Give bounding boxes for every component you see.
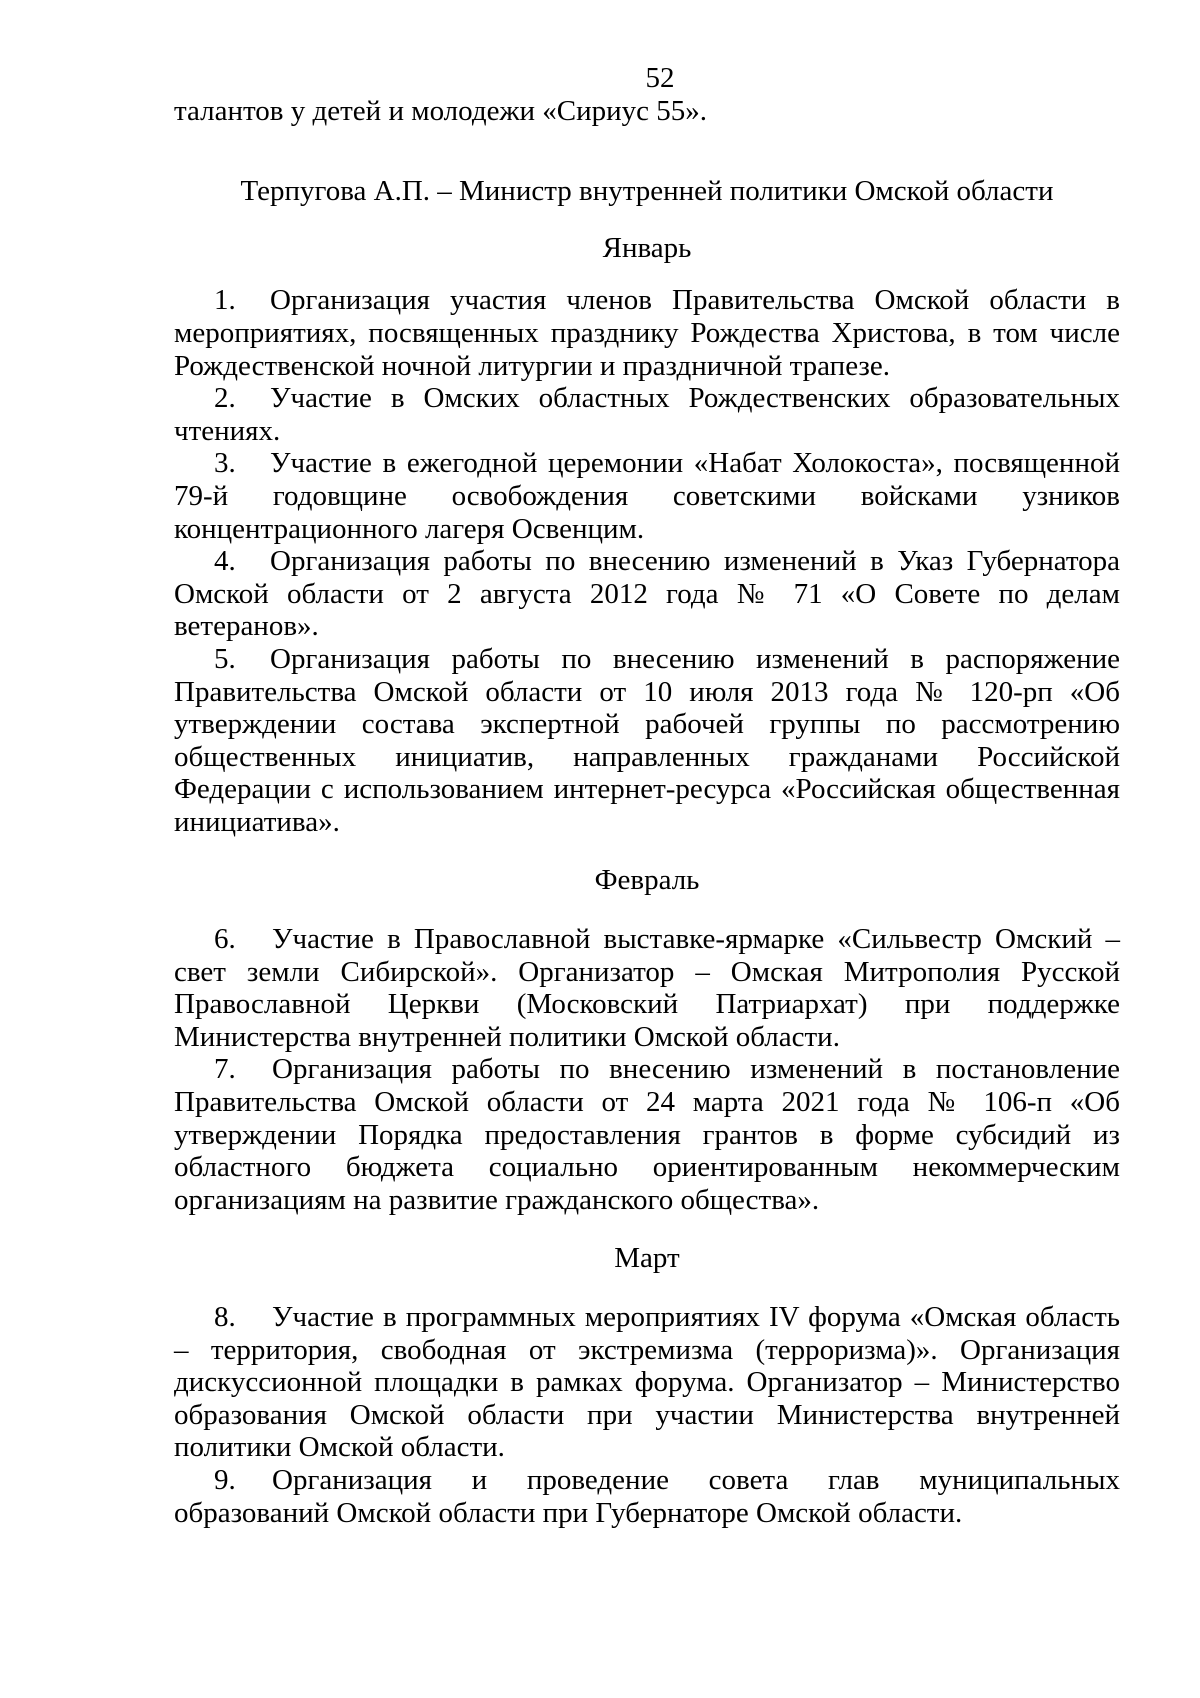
item-number: 4. bbox=[214, 545, 236, 578]
continuation-text: талантов у детей и молодежи «Сириус 55». bbox=[174, 94, 708, 127]
item-number: 6. bbox=[214, 923, 236, 956]
item-text: Организация участия членов Правительства Омской области в мероприятиях, посвященных празднику Рождества Христова, в том числе Рождественской ночной литургии и праздничной трапезе. bbox=[174, 284, 1120, 382]
item-text: Организация работы по внесению изменений в Указ Губернатора Омской области от 2 августа 2012 года № 71 «О Совете по делам ветеранов». bbox=[174, 545, 1120, 643]
list-item bbox=[174, 545, 1120, 643]
item-number: 5. bbox=[214, 642, 236, 675]
item-text: Участие в ежегодной церемонии «Набат Холокоста», посвященной 79-й годовщине освобождения советскими войсками узников концентрационного лагеря Освенцим. bbox=[174, 447, 1120, 545]
list-item bbox=[174, 1301, 1120, 1464]
list-item bbox=[174, 1053, 1120, 1216]
list-item bbox=[174, 284, 1120, 382]
item-text: Организация и проведение совета глав муниципальных образований Омской области при Губернаторе Омской области. bbox=[174, 1463, 1120, 1529]
list-item bbox=[174, 1464, 1120, 1529]
list-item bbox=[174, 447, 1120, 545]
item-number: 2. bbox=[214, 382, 236, 415]
month-heading-february: Февраль bbox=[594, 864, 700, 897]
month-heading-january: Январь bbox=[602, 231, 692, 264]
item-text: Организация работы по внесению изменений в постановление Правительства Омской области от 24 марта 2021 года № 106-п «Об утверждении Порядка предоставления грантов в форме субсидий из областного бюджета социально ориентированным некоммерческим организациям на развитие гражданского общества». bbox=[174, 1053, 1120, 1216]
item-number: 1. bbox=[214, 284, 236, 317]
document-page bbox=[174, 62, 1120, 1529]
item-number: 7. bbox=[214, 1053, 236, 1086]
item-text: Участие в Омских областных Рождественских образовательных чтениях. bbox=[174, 382, 1120, 447]
item-number: 3. bbox=[214, 447, 236, 480]
item-number: 8. bbox=[214, 1301, 236, 1333]
page-number: 52 bbox=[645, 62, 675, 94]
list-item bbox=[174, 923, 1120, 1053]
item-text: Участие в Православной выставке-ярмарке «Сильвестр Омский – свет земли Сибирской». Организатор – Омская Митрополия Русской Православной Церкви (Московский Патриархат) при поддержке Министерства внутренней политики Омской области. bbox=[174, 923, 1120, 1053]
item-text: Организация работы по внесению изменений в распоряжение Правительства Омской области от 10 июля 2013 года № 120-рп «Об утверждении состава экспертной рабочей группы по рассмотрению общественных инициатив, направленных гражданами Российской Федерации с использованием интернет-ресурса «Российская общественная инициатива». bbox=[174, 642, 1120, 838]
month-heading-march: Март bbox=[614, 1242, 680, 1275]
item-number: 9. bbox=[214, 1463, 236, 1496]
item-text: Участие в программных мероприятиях IV форума «Омская область – территория, свободная от экстремизма (терроризма)». Организация дискуссионной площадки в рамках форума. Организатор – Министерство образования Омской области при участии Министерства внутренней политики Омской области. bbox=[174, 1301, 1120, 1464]
official-heading: Терпугова А.П. – Министр внутренней политики Омской области bbox=[240, 175, 1054, 208]
list-item bbox=[174, 382, 1120, 447]
list-item bbox=[174, 643, 1120, 839]
